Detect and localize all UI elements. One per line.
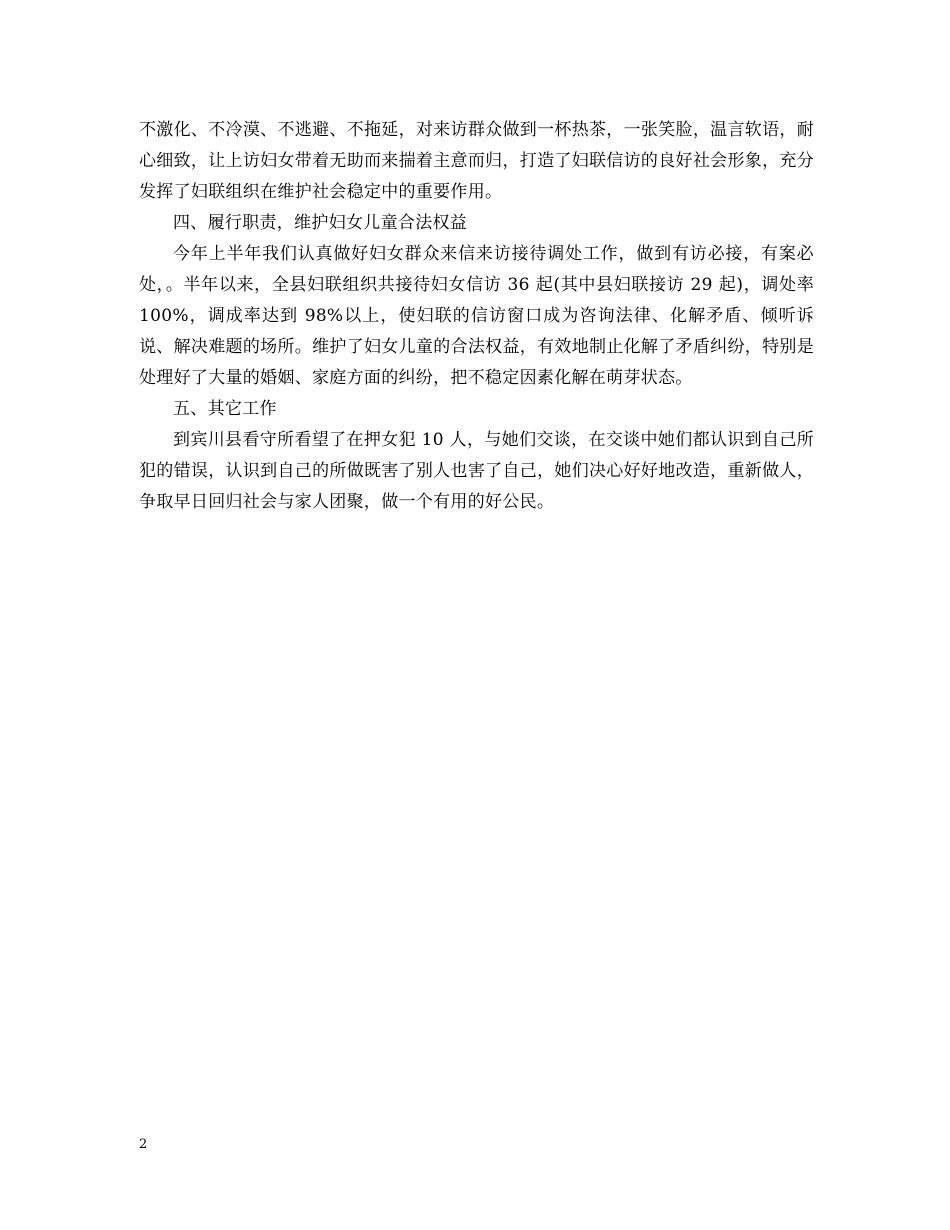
page-number: 2 <box>139 1137 148 1152</box>
document-body <box>139 115 814 518</box>
paragraph-continuation: 不激化、不冷漠、不逃避、不拖延，对来访群众做到一杯热茶，一张笑脸，温言软语，耐心细致，让上访妇女带着无助而来揣着主意而归，打造了妇联信访的良好社会形象，充分发挥了妇联组织在维护社会稳定中的重要作用。 <box>139 120 814 202</box>
section-heading-four: 四、履行职责，维护妇女儿童合法权益 <box>173 213 468 233</box>
paragraph-petition-work: 今年上半年我们认真做好妇女群众来信来访接待调处工作，做到有访必接，有案必处，。半年以来，全县妇联组织共接待妇女信访 36 起(其中县妇联接访 29 起)，调处率 100%，调成率达到 98%以上，使妇联的信访窗口成为咨询法律、化解矛盾、倾听诉说、解决难题的场所。维护了妇女儿童的合法权益，有效地制止化解了矛盾纠纷，特别是处理好了大量的婚姻、家庭方面的纠纷，把不稳定因素化解在萌芽状态。 <box>139 244 814 388</box>
paragraph-other-work: 到宾川县看守所看望了在押女犯 10 人，与她们交谈，在交谈中她们都认识到自己所犯的错误，认识到自己的所做既害了别人也害了自己，她们决心好好地改造，重新做人，争取早日回归社会与家人团聚，做一个有用的好公民。 <box>139 430 814 512</box>
section-heading-five: 五、其它工作 <box>173 399 277 419</box>
